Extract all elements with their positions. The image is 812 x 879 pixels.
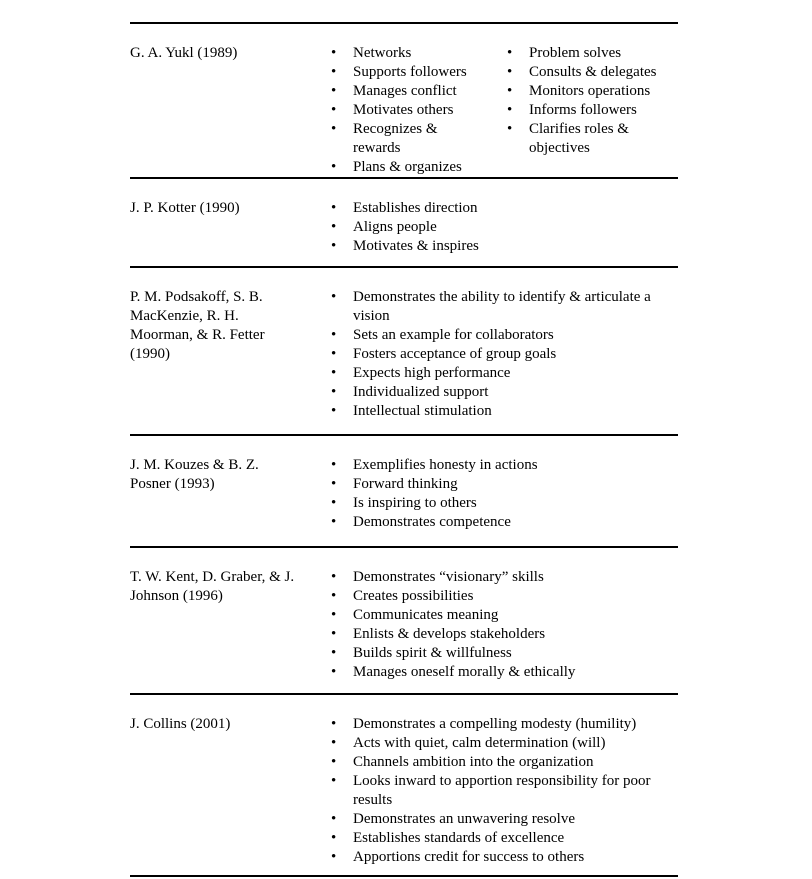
table-row xyxy=(130,695,678,877)
bullet-item xyxy=(331,44,507,63)
bullet-item xyxy=(507,101,678,120)
bullet-text: Establishes standards of excellence xyxy=(353,830,565,846)
bullet-text: Channels ambition into the organization xyxy=(353,754,594,770)
bullet-column-right xyxy=(507,44,678,177)
bullet-icon: • xyxy=(331,219,337,235)
bullet-icon: • xyxy=(331,735,337,751)
bullet-text: Motivates others xyxy=(353,102,454,118)
bullet-icon: • xyxy=(507,102,513,118)
bullet-text: Problem solves xyxy=(529,45,622,61)
bullet-text: Motivates & inspires xyxy=(353,238,479,254)
bullet-item xyxy=(507,44,678,63)
bullet-text: Builds spirit & willfulness xyxy=(353,645,512,661)
author-cell: J. Collins (2001) xyxy=(130,716,231,732)
bullet-text: Monitors operations xyxy=(529,83,651,99)
bullet-icon: • xyxy=(331,607,337,623)
bullet-item xyxy=(331,848,678,867)
bullet-text: Manages conflict xyxy=(353,83,457,99)
bullet-item xyxy=(331,810,678,829)
bullet-icon: • xyxy=(331,384,337,400)
author-cell: G. A. Yukl (1989) xyxy=(130,45,238,61)
bullet-item xyxy=(331,734,678,753)
bullet-item xyxy=(331,402,678,421)
bullet-icon: • xyxy=(331,514,337,530)
bullet-icon: • xyxy=(331,830,337,846)
bullet-text: Intellectual stimulation xyxy=(353,403,492,419)
bullet-item xyxy=(331,199,678,218)
bullet-item xyxy=(331,772,678,810)
bullet-column-left xyxy=(331,44,507,177)
bullet-text: Exemplifies honesty in actions xyxy=(353,457,538,473)
bullet-item xyxy=(331,237,678,256)
bullet-icon: • xyxy=(331,365,337,381)
bullet-icon: • xyxy=(331,121,337,137)
bullet-icon: • xyxy=(331,495,337,511)
bullet-text: Establishes direction xyxy=(353,200,478,216)
bullet-text: Demonstrates “visionary” skills xyxy=(353,569,544,585)
bullets-cell xyxy=(320,44,678,177)
bullet-item xyxy=(331,63,507,82)
bullet-item xyxy=(331,513,678,532)
author-cell: J. P. Kotter (1990) xyxy=(130,200,240,216)
bullet-text: Manages oneself morally & ethically xyxy=(353,664,576,680)
bullet-icon: • xyxy=(331,64,337,80)
bullet-icon: • xyxy=(331,476,337,492)
bullet-text: Enlists & develops stakeholders xyxy=(353,626,546,642)
bullet-text: Apportions credit for success to others xyxy=(353,849,585,865)
bullet-item xyxy=(331,101,507,120)
bullet-icon: • xyxy=(331,754,337,770)
bullet-text: Recognizes & rewards xyxy=(353,121,438,156)
bullet-item xyxy=(507,63,678,82)
bullet-item xyxy=(331,158,507,177)
bullet-icon: • xyxy=(331,200,337,216)
leadership-behaviors-table xyxy=(130,22,678,877)
bullet-text: Supports followers xyxy=(353,64,467,80)
bullet-item xyxy=(331,494,678,513)
bullet-icon: • xyxy=(507,121,513,137)
bullet-icon: • xyxy=(331,159,337,175)
bullet-text: Clarifies roles & objectives xyxy=(529,121,629,156)
bullet-icon: • xyxy=(331,811,337,827)
bullet-icon: • xyxy=(331,403,337,419)
bullet-text: Is inspiring to others xyxy=(353,495,477,511)
bullet-text: Looks inward to apportion responsibility for poor results xyxy=(353,773,651,808)
bullet-icon: • xyxy=(331,457,337,473)
bullet-icon: • xyxy=(507,64,513,80)
bullet-text: Communicates meaning xyxy=(353,607,499,623)
bullet-icon: • xyxy=(331,716,337,732)
bullet-text: Forward thinking xyxy=(353,476,458,492)
bullet-item xyxy=(331,568,678,587)
bullet-icon: • xyxy=(331,849,337,865)
bullet-icon: • xyxy=(331,346,337,362)
bullet-icon: • xyxy=(331,626,337,642)
bullet-item xyxy=(331,644,678,663)
bullet-item xyxy=(331,829,678,848)
bullet-item xyxy=(507,82,678,101)
bullet-item xyxy=(331,82,507,101)
bullet-text: Creates possibilities xyxy=(353,588,474,604)
bullet-text: Informs followers xyxy=(529,102,637,118)
bullet-item xyxy=(331,326,678,345)
bullet-text: Demonstrates the ability to identify & articulate a vision xyxy=(353,289,651,324)
bullets-cell xyxy=(320,199,678,256)
table-row xyxy=(130,436,678,548)
bullet-icon: • xyxy=(331,83,337,99)
bullet-text: Individualized support xyxy=(353,384,489,400)
bullet-text: Networks xyxy=(353,45,412,61)
bullet-icon: • xyxy=(331,664,337,680)
bullet-icon: • xyxy=(507,45,513,61)
bullet-icon: • xyxy=(331,327,337,343)
bullets-cell xyxy=(320,568,678,682)
bullet-icon: • xyxy=(331,45,337,61)
bullet-item xyxy=(331,625,678,644)
bullet-icon: • xyxy=(331,588,337,604)
bullet-icon: • xyxy=(331,569,337,585)
table-row xyxy=(130,548,678,695)
bullet-icon: • xyxy=(331,773,337,789)
bullet-text: Demonstrates an unwavering resolve xyxy=(353,811,576,827)
table-row xyxy=(130,24,678,179)
bullet-item xyxy=(331,345,678,364)
bullet-icon: • xyxy=(331,102,337,118)
bullet-item xyxy=(331,715,678,734)
bullet-icon: • xyxy=(331,238,337,254)
bullet-icon: • xyxy=(331,289,337,305)
bullet-text: Consults & delegates xyxy=(529,64,657,80)
bullet-text: Demonstrates a compelling modesty (humility) xyxy=(353,716,637,732)
bullet-text: Aligns people xyxy=(353,219,437,235)
bullet-item xyxy=(331,364,678,383)
bullet-text: Fosters acceptance of group goals xyxy=(353,346,557,362)
bullet-item xyxy=(331,218,678,237)
bullet-item xyxy=(331,383,678,402)
bullet-icon: • xyxy=(331,645,337,661)
bullet-item xyxy=(331,288,678,326)
bullet-item xyxy=(331,587,678,606)
bullet-item xyxy=(507,120,678,158)
bullet-text: Acts with quiet, calm determination (will) xyxy=(353,735,606,751)
bullets-cell xyxy=(320,456,678,532)
bullet-text: Expects high performance xyxy=(353,365,511,381)
author-cell: J. M. Kouzes & B. Z. Posner (1993) xyxy=(130,457,259,492)
bullet-icon: • xyxy=(507,83,513,99)
author-cell: T. W. Kent, D. Graber, & J. Johnson (1996) xyxy=(130,569,295,604)
bullet-item xyxy=(331,456,678,475)
table-row xyxy=(130,179,678,268)
bullet-item xyxy=(331,475,678,494)
bullet-item xyxy=(331,663,678,682)
bullet-text: Plans & organizes xyxy=(353,159,462,175)
author-cell: P. M. Podsakoff, S. B. MacKenzie, R. H. Moorman, & R. Fetter (1990) xyxy=(130,289,265,362)
bullet-item xyxy=(331,120,507,158)
bullets-cell xyxy=(320,288,678,421)
bullets-cell xyxy=(320,715,678,867)
bullet-text: Sets an example for collaborators xyxy=(353,327,554,343)
bullet-item xyxy=(331,753,678,772)
table-row xyxy=(130,268,678,436)
bullet-text: Demonstrates competence xyxy=(353,514,511,530)
bullet-item xyxy=(331,606,678,625)
